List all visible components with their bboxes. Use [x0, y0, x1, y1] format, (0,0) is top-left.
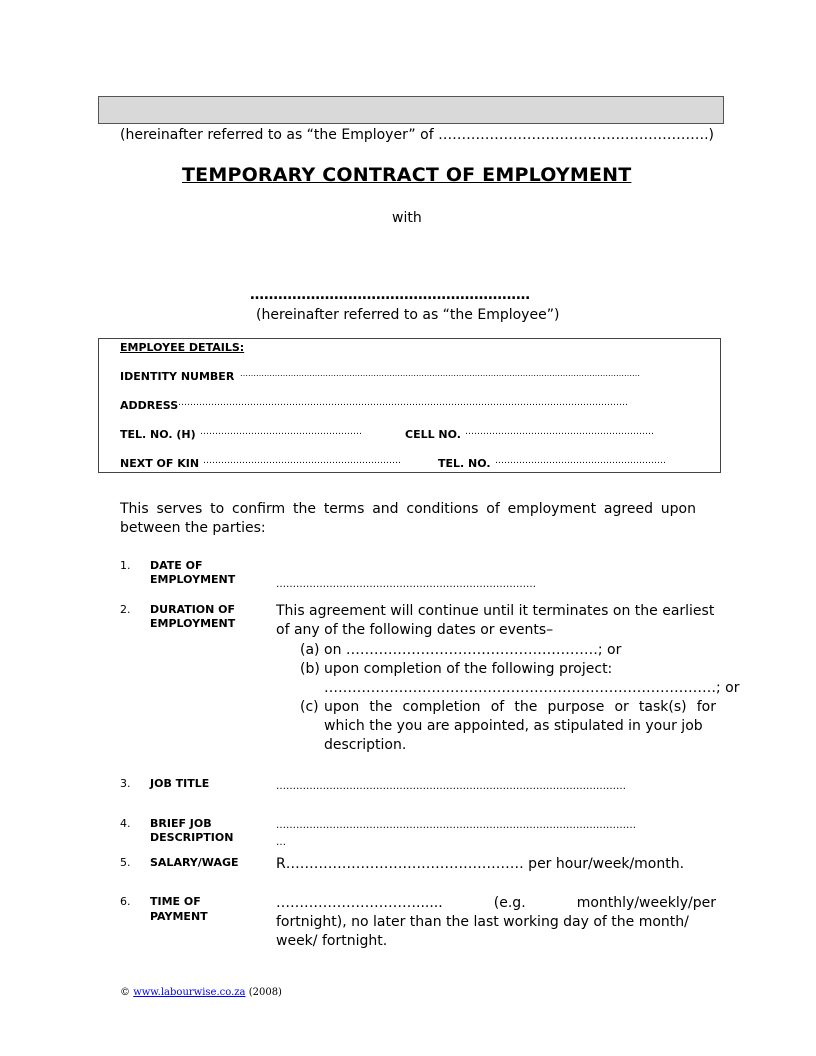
item-2b-dots: …………………………………………………………………………; or: [324, 680, 740, 696]
item-6-line-2: fortnight), no later than the last working day of the month/: [276, 914, 689, 930]
item-6-line-3: week/ fortnight.: [276, 933, 388, 949]
footer: [120, 987, 282, 998]
employee-details-heading: EMPLOYEE DETAILS:: [120, 341, 245, 354]
website-link[interactable]: www.labourwise.co.za: [133, 987, 246, 998]
item-1-number: 1.: [120, 559, 131, 572]
item-6-number: 6.: [120, 895, 131, 908]
address-label: ADDRESS: [120, 399, 179, 412]
item-3-label: JOB TITLE: [150, 777, 210, 790]
item-4-value-cont: …: [276, 837, 286, 848]
item-2-label-line2: EMPLOYMENT: [150, 617, 236, 630]
next-of-kin-dots: …………………………………………………………: [203, 456, 401, 466]
cell-dots: ………………………………………………………: [465, 427, 654, 437]
item-2b-text: upon completion of the following project:: [324, 661, 613, 677]
item-2-line-2: of any of the following dates or events–: [276, 622, 554, 638]
tel-home-label: TEL. NO. (H): [120, 428, 196, 441]
footer-year: (2008): [248, 987, 282, 998]
employer-name-field: [98, 96, 724, 124]
copyright-symbol: ©: [120, 987, 130, 998]
item-4-label-line1: BRIEF JOB: [150, 817, 212, 830]
item-3-value: ……………………………………………………………………………………………: [276, 781, 626, 792]
employee-reference: (hereinafter referred to as “the Employee”): [256, 307, 560, 323]
item-4-label-line2: DESCRIPTION: [150, 831, 234, 844]
item-5-number: 5.: [120, 856, 131, 869]
kin-tel-label: TEL. NO.: [438, 457, 491, 470]
item-3-number: 3.: [120, 777, 131, 790]
address-dots: ……………………………………………………………………………………………………………………………………: [178, 398, 628, 408]
item-2c-line-3: description.: [324, 737, 407, 753]
cell-label: CELL NO.: [405, 428, 461, 441]
item-2-label-line1: DURATION OF: [150, 603, 236, 616]
intro-line-2: between the parties:: [120, 520, 266, 536]
item-4-number: 4.: [120, 817, 131, 830]
employer-reference: (hereinafter referred to as “the Employer” of ………………………………………………….): [120, 127, 714, 143]
item-2a-text: on ………………………………………………; or: [324, 642, 622, 658]
item-2c-line-2: which the you are appointed, as stipulated in your job: [324, 718, 703, 734]
item-6-line-1: …………………………...... (e.g. monthly/weekly/per: [276, 895, 716, 911]
item-2c-line-1: upon the completion of the purpose or task(s) for: [324, 699, 716, 715]
kin-tel-dots: …………………………………………………: [495, 456, 666, 466]
item-2c-marker: (c): [300, 699, 319, 715]
page-title: TEMPORARY CONTRACT OF EMPLOYMENT: [182, 164, 632, 186]
item-2-number: 2.: [120, 603, 131, 616]
with-text: with: [392, 210, 422, 226]
identity-number-label: IDENTITY NUMBER: [120, 370, 235, 383]
identity-number-dots: ……………………………………………………………………………………………………………………………………: [240, 369, 640, 378]
tel-home-dots: ………………………………………………: [200, 427, 362, 437]
item-2-line-1: This agreement will continue until it terminates on the earliest: [276, 603, 715, 619]
item-2b-marker: (b): [300, 661, 320, 677]
item-1-label-line1: DATE OF: [150, 559, 203, 572]
item-5-value: R…………………………………………… per hour/week/month.: [276, 856, 685, 872]
item-6-label-line1: TIME OF: [150, 895, 201, 908]
item-4-value: ………………………………………………………………………………………………: [276, 820, 636, 831]
item-2a-marker: (a): [300, 642, 320, 658]
item-6-label-line2: PAYMENT: [150, 910, 208, 923]
intro-line-1: This serves to confirm the terms and conditions of employment agreed upon: [120, 501, 696, 517]
item-5-label: SALARY/WAGE: [150, 856, 239, 869]
item-1-value: ……………………………………………………………………: [276, 579, 536, 590]
employee-name-dots: ……………………………………………………: [250, 287, 530, 303]
next-of-kin-label: NEXT OF KIN: [120, 457, 200, 470]
item-1-label-line2: EMPLOYMENT: [150, 573, 236, 586]
